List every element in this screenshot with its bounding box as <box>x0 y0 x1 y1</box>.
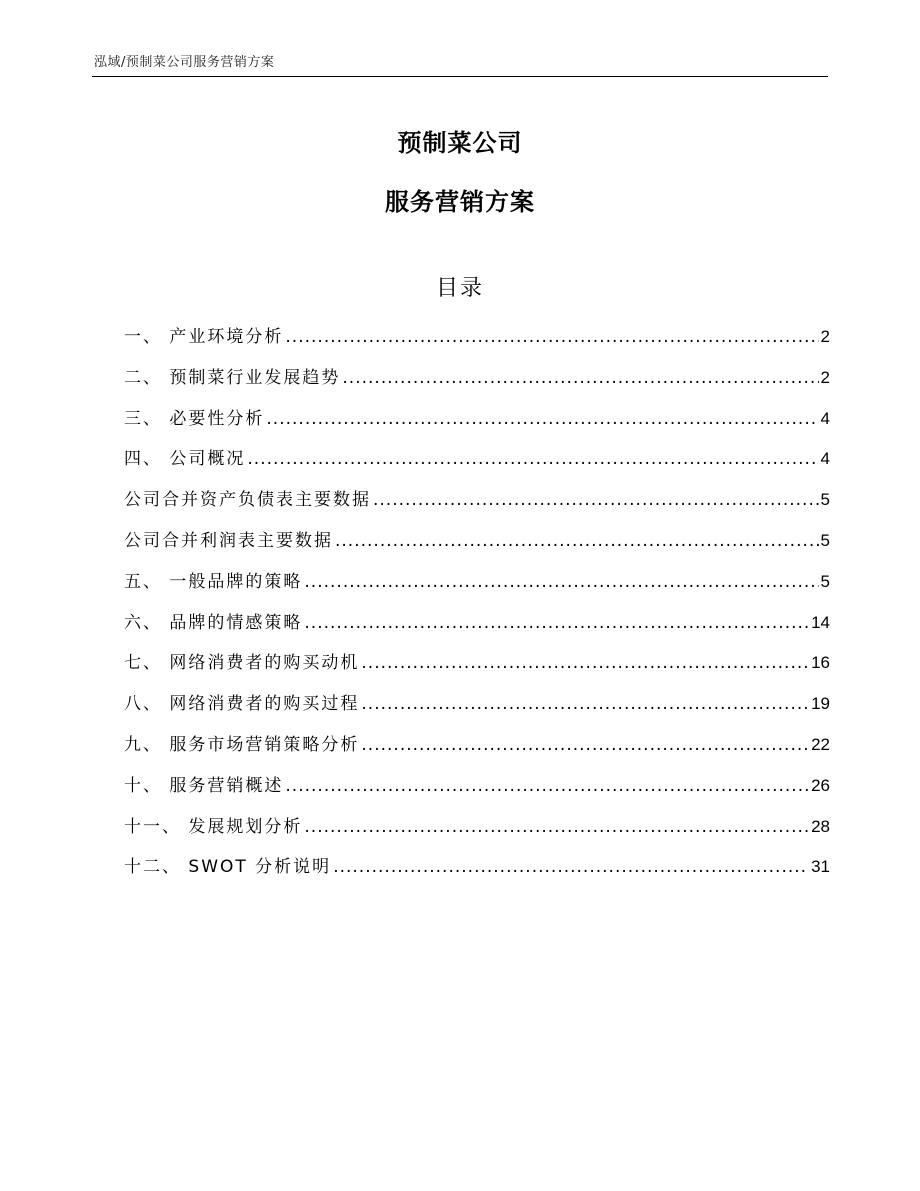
toc-entry[interactable] <box>124 444 830 485</box>
toc-leader-dots <box>342 368 818 388</box>
toc-entry-label: 十、 服务营销概述 <box>124 775 284 796</box>
toc-entry-label: 五、 一般品牌的策略 <box>124 571 303 592</box>
header-rule <box>92 76 828 77</box>
toc-entry[interactable] <box>124 648 830 689</box>
toc-entry[interactable] <box>124 812 830 853</box>
toc-leader-dots <box>373 490 819 510</box>
toc-leader-dots <box>266 409 818 429</box>
toc-entry-page: 5 <box>820 490 830 510</box>
toc-entry[interactable] <box>124 771 830 812</box>
toc-entry-page: 26 <box>811 775 830 795</box>
toc-entry[interactable] <box>124 404 830 445</box>
toc-entry-label: 三、 必要性分析 <box>124 408 265 429</box>
toc-entry[interactable] <box>124 526 830 567</box>
toc-entry-page: 14 <box>811 612 830 632</box>
toc-entry-page: 2 <box>820 327 830 346</box>
toc-leader-dots <box>361 694 809 714</box>
toc-entry-page: 28 <box>811 816 830 836</box>
table-of-contents <box>124 322 830 893</box>
toc-leader-dots <box>247 449 818 469</box>
toc-leader-dots <box>333 857 809 877</box>
toc-entry-page: 4 <box>820 449 830 469</box>
toc-entry-page: 31 <box>811 857 830 877</box>
toc-entry-label: 六、 品牌的情感策略 <box>124 612 303 633</box>
toc-leader-dots <box>304 817 809 837</box>
toc-leader-dots <box>361 653 809 673</box>
toc-entry-page: 5 <box>820 530 830 550</box>
toc-entry[interactable] <box>124 608 830 649</box>
document-title-line1: 预制菜公司 <box>397 129 523 157</box>
toc-entry-page: 19 <box>811 694 830 714</box>
toc-entry-label: 八、 网络消费者的购买过程 <box>124 694 360 715</box>
toc-entry[interactable] <box>124 852 830 893</box>
toc-leader-dots <box>304 572 818 592</box>
toc-entry-label: 九、 服务市场营销策略分析 <box>124 734 360 755</box>
toc-entry[interactable] <box>124 730 830 771</box>
toc-entry-label: 二、 预制菜行业发展趋势 <box>124 367 341 388</box>
toc-entry-label: 七、 网络消费者的购买动机 <box>124 653 360 674</box>
running-header: 泓域/预制菜公司服务营销方案 <box>94 55 275 70</box>
toc-entry[interactable] <box>124 322 830 363</box>
toc-leader-dots <box>304 613 809 633</box>
toc-entry-page: 5 <box>820 571 830 591</box>
toc-entry-label: 公司合并利润表主要数据 <box>124 530 333 551</box>
toc-entry-label: 四、 公司概况 <box>124 449 246 470</box>
toc-leader-dots <box>361 735 809 755</box>
toc-leader-dots <box>285 327 818 347</box>
toc-entry-label: 十一、 发展规划分析 <box>124 816 303 837</box>
toc-leader-dots <box>335 531 819 551</box>
toc-entry-label: 一、 产业环境分析 <box>124 327 284 347</box>
toc-entry-page: 2 <box>820 367 830 387</box>
toc-leader-dots <box>285 776 809 796</box>
toc-entry-label: 十二、 SWOT 分析说明 <box>124 857 332 878</box>
toc-entry[interactable] <box>124 689 830 730</box>
toc-entry-page: 4 <box>820 408 830 428</box>
toc-entry[interactable] <box>124 363 830 404</box>
toc-entry-label: 公司合并资产负债表主要数据 <box>124 490 371 511</box>
toc-heading: 目录 <box>435 276 484 301</box>
toc-entry[interactable] <box>124 567 830 608</box>
toc-entry-page: 16 <box>811 653 830 673</box>
document-title-line2: 服务营销方案 <box>385 188 535 216</box>
toc-entry-page: 22 <box>811 734 830 754</box>
toc-entry[interactable] <box>124 485 830 526</box>
